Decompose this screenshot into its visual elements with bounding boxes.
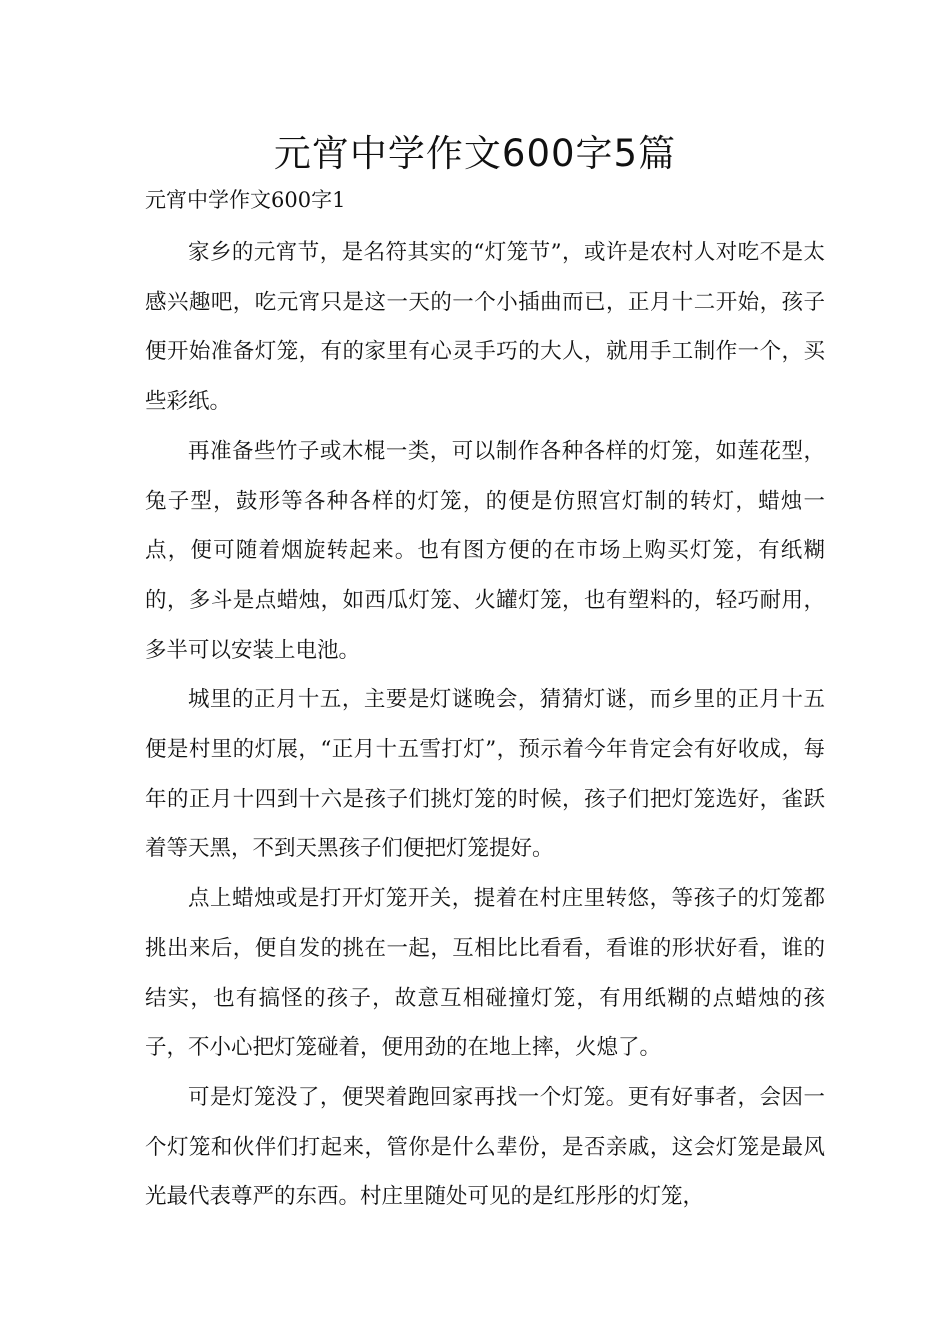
paragraph: 家乡的元宵节，是名符其实的“灯笼节”，或许是农村人对吃不是太感兴趣吧，吃元宵只是这一天的一个小插曲而已，正月十二开始，孩子便开始准备灯笼，有的家里有心灵手巧的大人，就用手工制作一个，买些彩纸。 [145, 240, 825, 415]
paragraph: 点上蜡烛或是打开灯笼开关，提着在村庄里转悠，等孩子的灯笼都挑出来后，便自发的挑在一起，互相比比看看，看谁的形状好看，谁的结实，也有搞怪的孩子，故意互相碰撞灯笼，有用纸糊的点蜡烛的孩子，不小心把灯笼碰着，便用劲的在地上摔，火熄了。 [145, 886, 825, 1061]
section-heading: 元宵中学作文600字1 [145, 188, 346, 212]
document-body [145, 228, 825, 1222]
document-title: 元宵中学作文600字5篇 [273, 132, 677, 175]
paragraph: 城里的正月十五，主要是灯谜晚会，猜猜灯谜，而乡里的正月十五便是村里的灯展，“正月十五雪打灯”，预示着今年肯定会有好收成，每年的正月十四到十六是孩子们挑灯笼的时候，孩子们把灯笼选好，雀跃着等天黑，不到天黑孩子们便把灯笼提好。 [145, 687, 825, 862]
paragraph: 再准备些竹子或木棍一类，可以制作各种各样的灯笼，如莲花型，兔子型，鼓形等各种各样的灯笼，的便是仿照宫灯制的转灯，蜡烛一点，便可随着烟旋转起来。也有图方便的在市场上购买灯笼，有纸糊的，多斗是点蜡烛，如西瓜灯笼、火罐灯笼，也有塑料的，轻巧耐用，多半可以安装上电池。 [145, 438, 825, 663]
paragraph: 可是灯笼没了，便哭着跑回家再找一个灯笼。更有好事者，会因一个灯笼和伙伴们打起来，管你是什么辈份，是否亲戚，这会灯笼是最风光最代表尊严的东西。村庄里随处可见的是红彤彤的灯笼， [145, 1084, 825, 1210]
